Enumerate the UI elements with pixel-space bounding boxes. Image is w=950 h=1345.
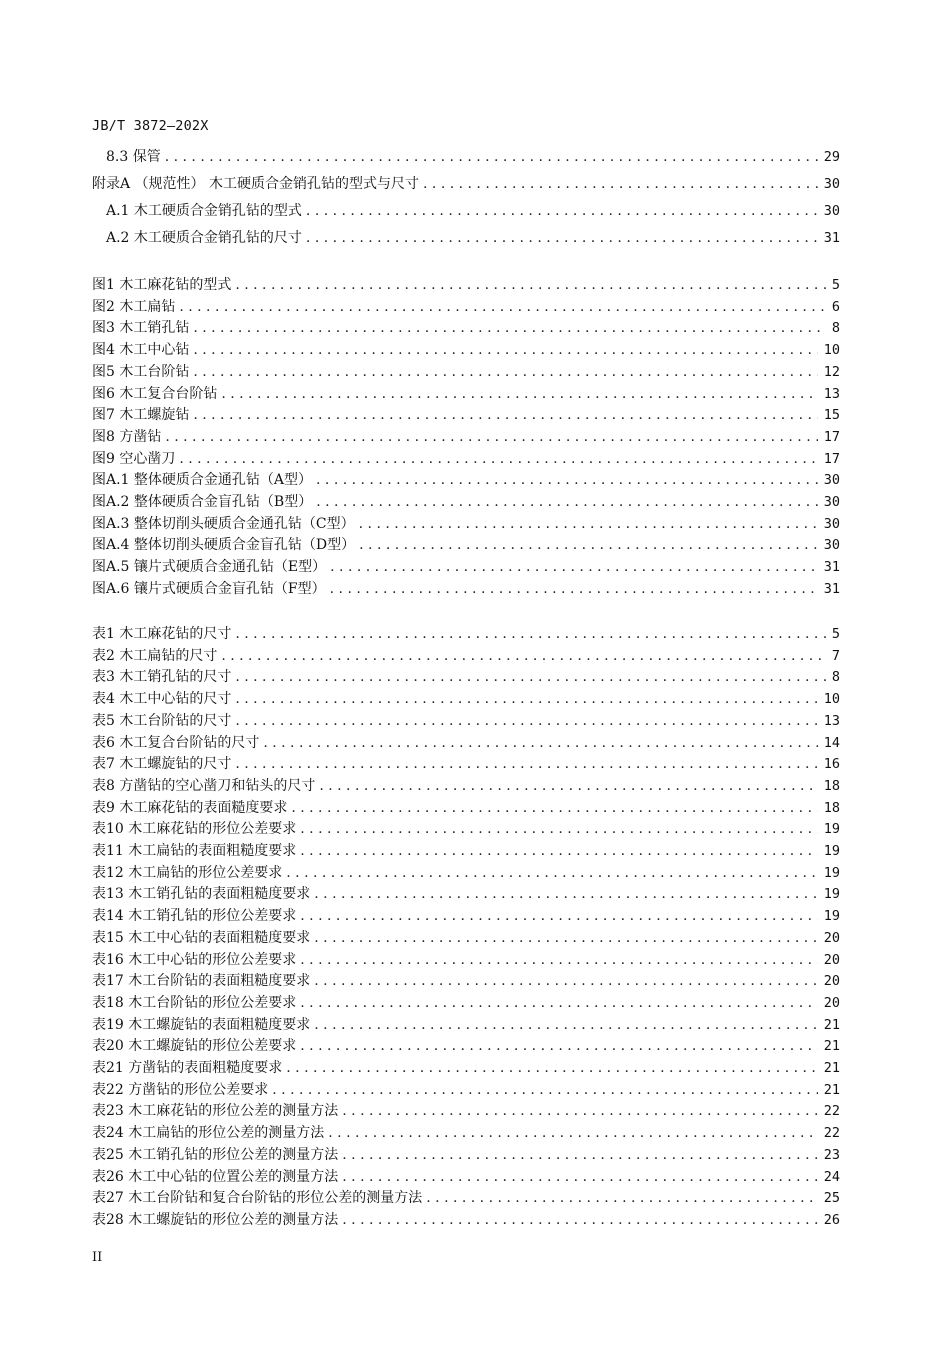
table-entry[interactable] — [92, 949, 840, 971]
table-entry[interactable] — [92, 905, 840, 927]
figure-page-number: 17 — [823, 428, 840, 445]
figure-page-number: 17 — [823, 450, 840, 467]
table-label: 表12 木工扁钻的形位公差要求 — [92, 864, 283, 881]
table-page-number: 25 — [823, 1190, 840, 1207]
table-page-number: 23 — [823, 1146, 840, 1163]
page-number: II — [92, 1250, 103, 1265]
table-page-number: 21 — [823, 1038, 840, 1055]
contents-entry[interactable] — [106, 146, 840, 168]
table-page-number: 20 — [823, 994, 840, 1011]
dot-leader — [300, 821, 817, 837]
table-entry[interactable] — [92, 818, 840, 840]
table-entry[interactable] — [92, 1166, 840, 1188]
figure-entry[interactable] — [92, 339, 840, 361]
table-label: 表19 木工螺旋钻的表面粗糙度要求 — [92, 1016, 311, 1033]
dot-leader — [330, 581, 818, 597]
table-label: 表4 木工中心钻的尺寸 — [92, 691, 232, 708]
table-label: 表18 木工台阶钻的形位公差要求 — [92, 994, 297, 1011]
figure-page-number: 13 — [823, 385, 840, 402]
dot-leader — [291, 800, 817, 816]
table-page-number: 19 — [823, 864, 840, 881]
figure-label: 图A.5 镶片式硬质合金通孔钻（E型） — [92, 559, 327, 576]
table-entry[interactable] — [92, 883, 840, 905]
contents-label: A.2 木工硬质合金销孔钻的尺寸 — [106, 230, 302, 246]
table-entry[interactable] — [92, 1079, 840, 1101]
table-entry[interactable] — [92, 862, 840, 884]
table-entry[interactable] — [92, 710, 840, 732]
table-label: 表17 木工台阶钻的表面粗糙度要求 — [92, 973, 311, 990]
dot-leader — [235, 713, 817, 729]
table-page-number: 22 — [823, 1125, 840, 1142]
table-entry[interactable] — [92, 1035, 840, 1057]
table-page-number: 20 — [823, 973, 840, 990]
table-label: 表8 方凿钻的空心凿刀和钻头的尺寸 — [92, 777, 316, 794]
dot-leader — [300, 1038, 817, 1054]
figure-entry[interactable] — [92, 491, 840, 513]
figure-page-number: 5 — [831, 277, 840, 293]
contents-page-number: 30 — [823, 176, 840, 192]
figure-label: 图A.3 整体切削头硬质合金通孔钻（C型） — [92, 515, 355, 532]
table-label: 表5 木工台阶钻的尺寸 — [92, 712, 232, 729]
dot-leader — [342, 1212, 817, 1228]
dot-leader — [319, 778, 817, 794]
table-entry[interactable] — [92, 732, 840, 754]
table-page-number: 7 — [831, 647, 840, 664]
dot-leader — [165, 149, 818, 165]
table-page-number: 20 — [823, 951, 840, 968]
table-label: 表24 木工扁钻的形位公差的测量方法 — [92, 1125, 325, 1142]
dot-leader — [314, 930, 817, 946]
figure-entry[interactable] — [92, 404, 840, 426]
figure-entry[interactable] — [92, 426, 840, 448]
figure-page-number: 30 — [823, 494, 840, 510]
dot-leader — [300, 843, 817, 859]
figure-page-number: 6 — [831, 298, 840, 315]
dot-leader — [423, 176, 818, 192]
dot-leader — [235, 626, 826, 642]
table-page-number: 5 — [831, 626, 840, 642]
figure-label: 图7 木工螺旋钻 — [92, 407, 190, 424]
table-label: 表28 木工螺旋钻的形位公差的测量方法 — [92, 1211, 339, 1228]
figure-page-number: 10 — [823, 342, 840, 359]
table-entry[interactable] — [92, 1122, 840, 1144]
figure-entry[interactable] — [92, 448, 840, 470]
table-page-number: 21 — [823, 1016, 840, 1033]
table-entry[interactable] — [92, 666, 840, 688]
figure-page-number: 30 — [823, 472, 840, 489]
table-entry[interactable] — [92, 1100, 840, 1122]
table-page-number: 19 — [823, 908, 840, 925]
dot-leader — [359, 516, 818, 532]
dot-leader — [193, 407, 817, 423]
dot-leader — [300, 952, 817, 968]
dot-leader — [193, 342, 817, 358]
table-entry[interactable] — [92, 970, 840, 992]
figure-page-number: 31 — [823, 559, 840, 576]
dot-leader — [235, 756, 817, 772]
table-label: 表14 木工销孔钻的形位公差要求 — [92, 908, 297, 925]
dot-leader — [300, 908, 817, 924]
dot-leader — [263, 735, 817, 751]
table-page-number: 16 — [823, 756, 840, 773]
dot-leader — [193, 320, 826, 336]
table-page-number: 21 — [823, 1060, 840, 1076]
dot-leader — [306, 230, 818, 246]
table-page-number: 26 — [823, 1211, 840, 1228]
table-label: 表23 木工麻花钻的形位公差的测量方法 — [92, 1103, 339, 1120]
figure-label: 图9 空心凿刀 — [92, 450, 176, 467]
table-page-number: 14 — [823, 734, 840, 751]
dot-leader — [286, 1060, 817, 1076]
table-entry[interactable] — [92, 1209, 840, 1231]
contents-label: A.1 木工硬质合金销孔钻的型式 — [106, 203, 302, 219]
figure-entry[interactable] — [92, 578, 840, 600]
dot-leader — [328, 1125, 817, 1141]
figure-label: 图8 方凿钻 — [92, 428, 162, 445]
table-entry[interactable] — [92, 797, 840, 819]
figure-entry[interactable] — [92, 317, 840, 339]
table-entry[interactable] — [92, 623, 840, 645]
table-page-number: 24 — [823, 1168, 840, 1185]
figure-page-number: 8 — [831, 320, 840, 337]
table-page-number: 19 — [823, 821, 840, 838]
table-label: 表15 木工中心钻的表面粗糙度要求 — [92, 929, 311, 946]
dot-leader — [426, 1190, 817, 1206]
table-label: 表2 木工扁钻的尺寸 — [92, 647, 218, 664]
table-page-number: 13 — [823, 712, 840, 729]
contents-label: 附录A （规范性） 木工硬质合金销孔钻的型式与尺寸 — [92, 176, 420, 192]
contents-page-number: 30 — [823, 203, 840, 219]
table-label: 表3 木工销孔钻的尺寸 — [92, 669, 232, 686]
contents-page-number: 31 — [823, 230, 840, 246]
dot-leader — [165, 429, 817, 445]
dot-leader — [314, 1017, 817, 1033]
figure-entry[interactable] — [92, 361, 840, 383]
dot-leader — [306, 203, 818, 219]
dot-leader — [179, 299, 826, 315]
dot-leader — [193, 364, 817, 380]
dot-leader — [286, 865, 817, 881]
figure-label: 图A.4 整体切削头硬质合金盲孔钻（D型） — [92, 537, 356, 554]
figure-entry[interactable] — [92, 296, 840, 318]
dot-leader — [300, 995, 817, 1011]
table-page-number: 19 — [823, 886, 840, 903]
contents-entry[interactable] — [106, 227, 840, 249]
table-entry[interactable] — [92, 927, 840, 949]
table-page-number: 21 — [823, 1081, 840, 1098]
dot-leader — [314, 886, 817, 902]
table-label: 表16 木工中心钻的形位公差要求 — [92, 951, 297, 968]
dot-leader — [179, 451, 817, 467]
figure-label: 图A.1 整体硬质合金通孔钻（A型） — [92, 472, 313, 489]
dot-leader — [235, 669, 826, 685]
table-label: 表20 木工螺旋钻的形位公差要求 — [92, 1038, 297, 1055]
table-page-number: 18 — [823, 777, 840, 794]
contents-page-number: 29 — [823, 149, 840, 165]
figure-entry[interactable] — [92, 383, 840, 405]
table-entry[interactable] — [92, 1014, 840, 1036]
table-entry[interactable] — [92, 992, 840, 1014]
table-label: 表1 木工麻花钻的尺寸 — [92, 626, 232, 642]
table-label: 表9 木工麻花钻的表面糙度要求 — [92, 799, 288, 816]
figure-entry[interactable] — [92, 469, 840, 491]
table-page-number: 8 — [831, 669, 840, 686]
table-entry[interactable] — [92, 1144, 840, 1166]
table-label: 表26 木工中心钻的位置公差的测量方法 — [92, 1168, 339, 1185]
contents-label: 8.3 保管 — [106, 149, 161, 165]
contents-entry[interactable] — [106, 200, 840, 222]
figure-label: 图A.6 镶片式硬质合金盲孔钻（F型） — [92, 580, 326, 597]
dot-leader — [221, 648, 826, 664]
dot-leader — [342, 1169, 817, 1185]
document-header: JB/T 3872—202X — [92, 118, 209, 134]
table-entry[interactable] — [92, 688, 840, 710]
table-label: 表27 木工台阶钻和复合台阶钻的形位公差的测量方法 — [92, 1190, 423, 1207]
dot-leader — [342, 1147, 817, 1163]
figure-entry[interactable] — [92, 274, 840, 296]
dot-leader — [221, 386, 817, 402]
table-label: 表13 木工销孔钻的表面粗糙度要求 — [92, 886, 311, 903]
dot-leader — [314, 973, 817, 989]
table-page-number: 20 — [823, 929, 840, 946]
table-entry[interactable] — [92, 753, 840, 775]
table-label: 表22 方凿钻的形位公差要求 — [92, 1081, 269, 1098]
figure-page-number: 30 — [823, 537, 840, 554]
figure-page-number: 30 — [823, 515, 840, 532]
dot-leader — [330, 559, 818, 575]
dot-leader — [316, 472, 818, 488]
table-entry[interactable] — [92, 1057, 840, 1079]
table-entry[interactable] — [92, 840, 840, 862]
dot-leader — [235, 277, 826, 293]
table-label: 表25 木工销孔钻的形位公差的测量方法 — [92, 1146, 339, 1163]
dot-leader — [235, 691, 817, 707]
dot-leader — [316, 494, 818, 510]
table-page-number: 10 — [823, 691, 840, 708]
table-entry[interactable] — [92, 775, 840, 797]
figure-label: 图3 木工销孔钻 — [92, 320, 190, 337]
figure-page-number: 15 — [823, 407, 840, 424]
table-label: 表7 木工螺旋钻的尺寸 — [92, 756, 232, 773]
figure-label: 图5 木工台阶钻 — [92, 363, 190, 380]
figure-label: 图1 木工麻花钻的型式 — [92, 277, 232, 293]
table-entry[interactable] — [92, 1187, 840, 1209]
figure-label: 图2 木工扁钻 — [92, 298, 176, 315]
figure-label: 图6 木工复合台阶钻 — [92, 385, 218, 402]
dot-leader — [342, 1103, 817, 1119]
dot-leader — [272, 1082, 817, 1098]
table-label: 表21 方凿钻的表面粗糙度要求 — [92, 1060, 283, 1076]
table-page-number: 19 — [823, 843, 840, 859]
table-label: 表6 木工复合台阶钻的尺寸 — [92, 734, 260, 751]
table-entry[interactable] — [92, 645, 840, 667]
figure-label: 图4 木工中心钻 — [92, 342, 190, 359]
figure-entry[interactable] — [92, 534, 840, 556]
figure-page-number: 12 — [823, 363, 840, 380]
figure-page-number: 31 — [823, 580, 840, 597]
figure-label: 图A.2 整体硬质合金盲孔钻（B型） — [92, 494, 313, 510]
table-label: 表11 木工扁钻的表面粗糙度要求 — [92, 843, 297, 859]
contents-entry[interactable] — [92, 173, 840, 195]
table-page-number: 18 — [823, 799, 840, 816]
table-label: 表10 木工麻花钻的形位公差要求 — [92, 821, 297, 838]
dot-leader — [359, 537, 818, 553]
figure-entry[interactable] — [92, 513, 840, 535]
figure-entry[interactable] — [92, 556, 840, 578]
table-page-number: 22 — [823, 1103, 840, 1120]
